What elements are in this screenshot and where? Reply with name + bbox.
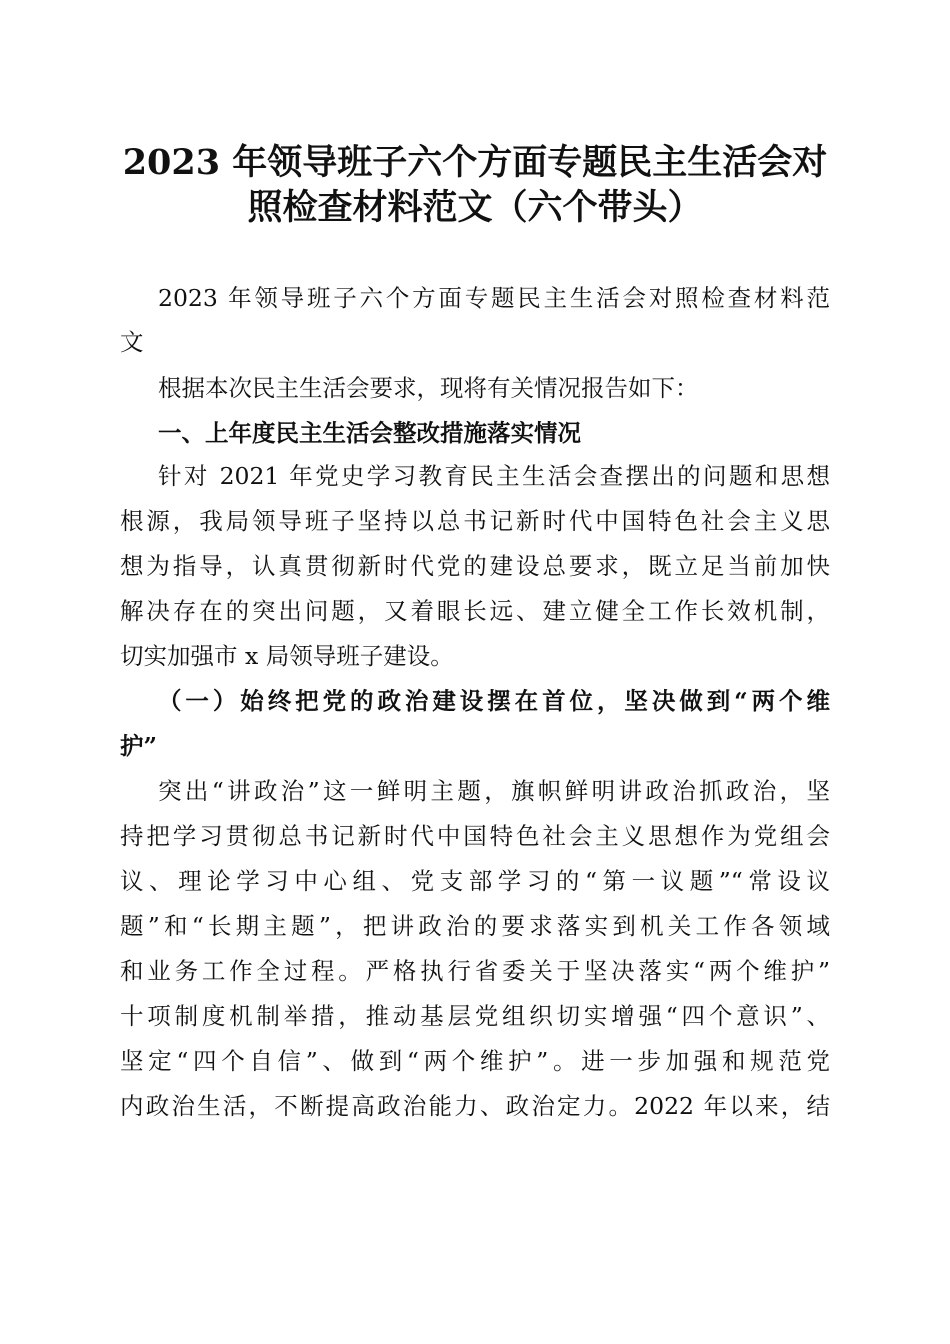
document-title-line-2: 照检查材料范文（六个带头） [247,187,703,228]
paragraph-1-line-1: 针对 2021 年党史学习教育民主生活会查摆出的问题和思想 [158,462,830,490]
paragraph-1-line-3: 想为指导，认真贯彻新时代党的建设总要求，既立足当前加快 [120,552,830,580]
paragraph-2-line-1: 突出“讲政治”这一鲜明主题，旗帜鲜明讲政治抓政治，坚 [158,777,830,805]
paragraph-1-line-2: 根源，我局领导班子坚持以总书记新时代中国特色社会主义思 [120,507,830,535]
paragraph-1-line-4: 解决存在的突出问题，又着眼长远、建立健全工作长效机制， [120,597,830,625]
intro-paragraph: 根据本次民主生活会要求，现将有关情况报告如下： [158,374,699,402]
subsection-1-heading-line-1: （一）始终把党的政治建设摆在首位，坚决做到“两个维 [158,687,830,715]
subtitle-line-2: 文 [120,328,144,356]
subtitle-line-1: 2023 年领导班子六个方面专题民主生活会对照检查材料范 [158,284,830,312]
document-title-line-1: 2023 年领导班子六个方面专题民主生活会对 [122,142,828,183]
paragraph-2-line-6: 十项制度机制举措，推动基层党组织切实增强“四个意识”、 [120,1002,830,1030]
paragraph-2-line-2: 持把学习贯彻总书记新时代中国特色社会主义思想作为党组会 [120,822,830,850]
subsection-1-heading-line-2: 护” [120,732,158,760]
paragraph-2-line-4: 题”和“长期主题”，把讲政治的要求落实到机关工作各领域 [120,912,830,940]
paragraph-1-line-5: 切实加强市 x 局领导班子建设。 [120,642,454,670]
paragraph-2-line-3: 议、理论学习中心组、党支部学习的“第一议题”“常设议 [120,867,830,895]
paragraph-2-line-8: 内政治生活，不断提高政治能力、政治定力。2022 年以来，结 [120,1092,830,1120]
paragraph-2-line-7: 坚定“四个自信”、做到“两个维护”。进一步加强和规范党 [120,1047,830,1075]
section-1-heading: 一、上年度民主生活会整改措施落实情况 [158,419,581,447]
paragraph-2-line-5: 和业务工作全过程。严格执行省委关于坚决落实“两个维护” [120,957,830,985]
